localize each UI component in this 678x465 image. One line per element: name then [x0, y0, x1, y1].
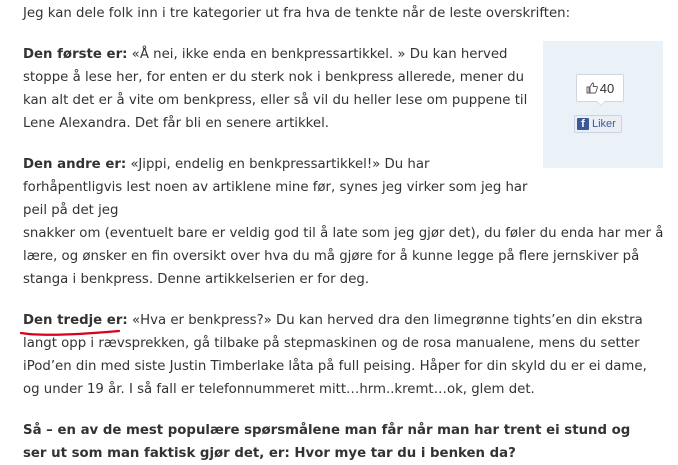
- like-count: 40: [599, 80, 615, 96]
- paragraph-3-lead: [23, 309, 122, 332]
- closing-question: Så – en av de mest populære spørsmålene man får når man har trent ei stund og ser ut som man faktisk gjør det, er: Hvor mye tar du i benken da?: [23, 423, 631, 461]
- paragraph-1-lead: Den første er:: [23, 47, 128, 62]
- social-share-panel: [543, 41, 663, 168]
- paragraph-2-text-start: «Jippi, endelig en benkpressartikkel!» Du har forhåpentligvis lest noen av artiklene mine før, synes jeg virker som jeg har peil på det jeg: [23, 157, 528, 218]
- facebook-like-label: Liker: [592, 118, 616, 130]
- facebook-like-button[interactable]: [574, 115, 622, 133]
- paragraph-2-lead: Den andre er:: [23, 157, 127, 172]
- paragraph-3-lead-text: Den tredje er: [23, 313, 123, 328]
- like-count-bubble: [576, 74, 624, 102]
- article-intro: Jeg kan dele folk inn i tre kategorier ut fra hva de tenkte når de leste overskriften:: [23, 6, 571, 21]
- paragraph-category-2: [23, 153, 671, 291]
- paragraph-1-text: «Å nei, ikke enda en benkpressartikkel. » Du kan herved stoppe å lese her, for enten er du sterk nok i benkpress allerede, mener du kan alt det er å vite om benkpress, eller så vil du heller lese om puppene til Lene Alexandra. Det får bli en senere artikkel.: [23, 47, 528, 131]
- paragraph-3-colon: :: [122, 313, 128, 328]
- paragraph-2-text-rest: snakker om (eventuelt bare er veldig god til å late som jeg gjør det), du føler du enda har mer å lære, og ønsker en fin oversikt over hva du må gjøre for å kunne legge på flere jernskiver på stanga i benkpress. Denne artikkelserien er for deg.: [23, 226, 664, 287]
- paragraph-2-first-line: [23, 153, 528, 222]
- bubble-pointer-fill: [597, 101, 605, 105]
- paragraph-category-1: [23, 43, 528, 135]
- paragraph-3-text: «Hva er benkpress?» Du kan herved dra den limegrønne tights’en din ekstra langt opp i rævsprekken, gå tilbake på stepmaskinen og de rosa manualene, mens du setter iPod’en din med siste Justin Timberlake låta på full peising. Håper for din skyld du er ei dame, og under 19 år. I så fall er telefonnummeret mitt…hrm..kremt…ok, glem det.: [23, 313, 647, 397]
- thumbs-up-icon: [586, 82, 598, 94]
- red-underline-annotation: [19, 328, 121, 338]
- paragraph-category-3: [23, 309, 665, 401]
- facebook-icon: f: [577, 118, 589, 130]
